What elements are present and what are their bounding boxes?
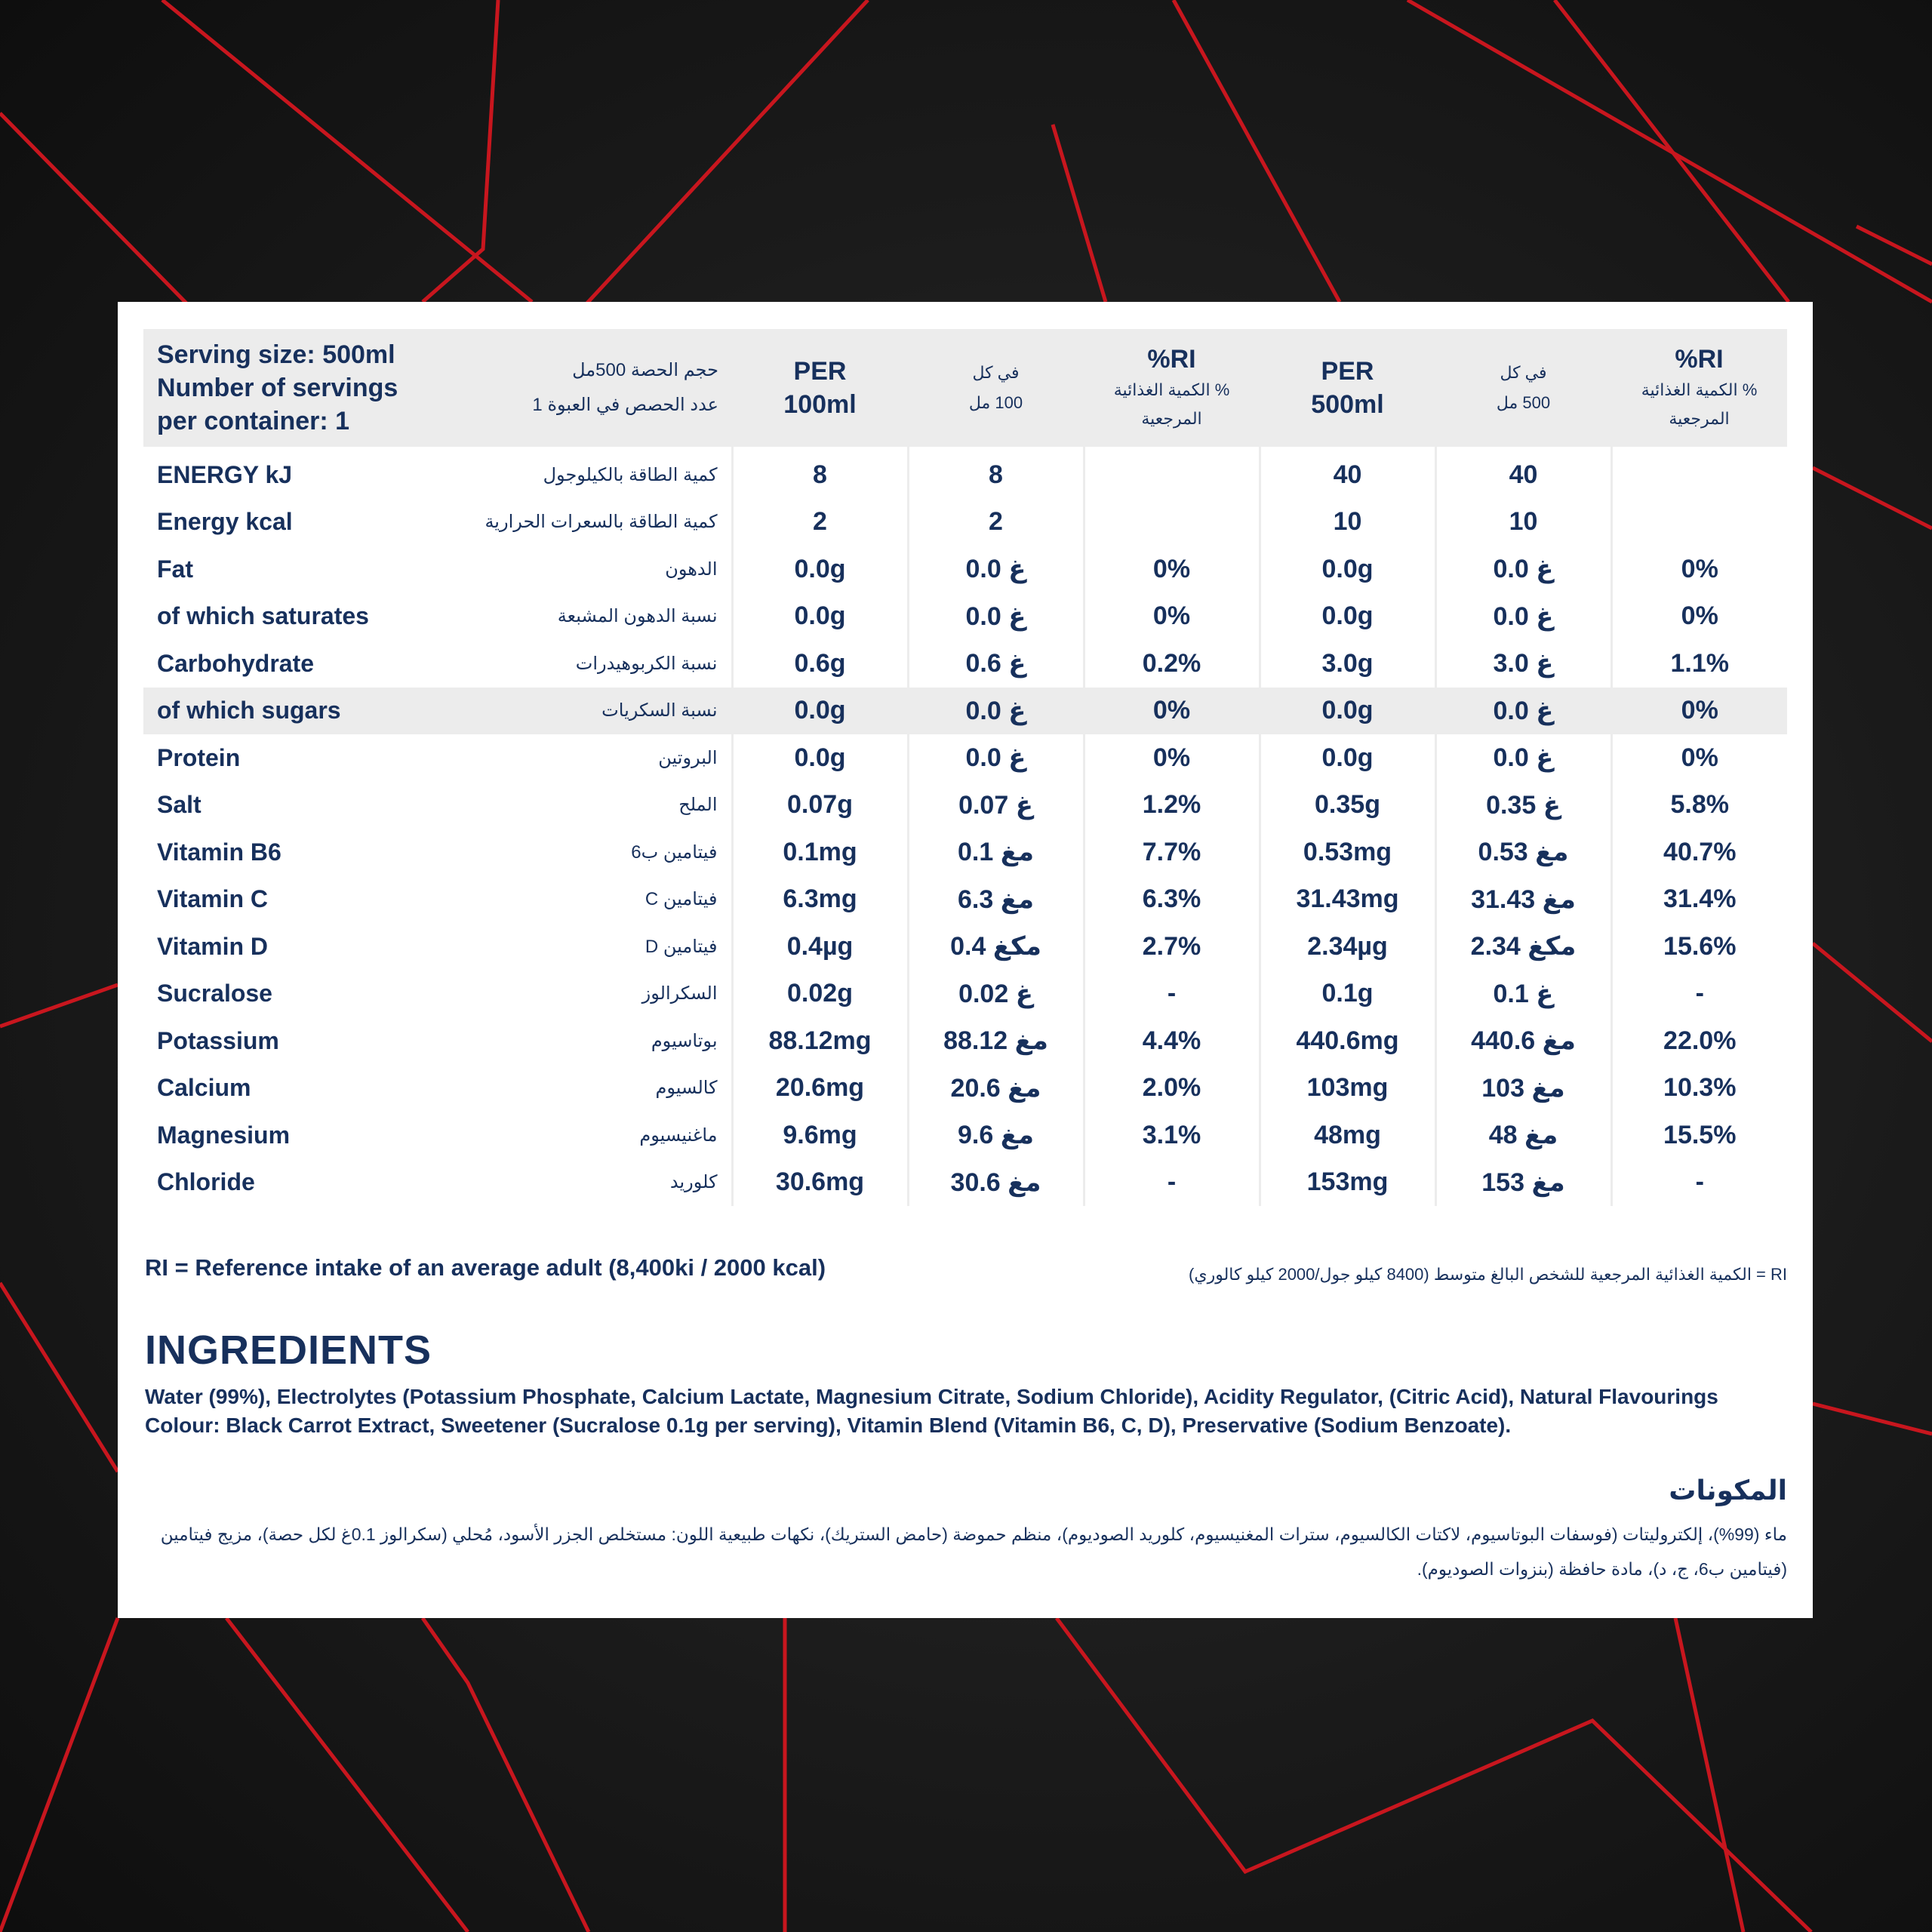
value-per-100ml: 0.4µg xyxy=(732,923,908,971)
value-per-100ml-ar: 0.02 غ xyxy=(908,971,1084,1018)
nutrient-name-ar: فيتامين ب6 xyxy=(483,829,732,876)
value-per-100ml-ar: 0.1 مغ xyxy=(908,829,1084,876)
nutrient-name-ar: البروتين xyxy=(483,734,732,782)
header-label: في كل xyxy=(1500,363,1547,382)
value-per-100ml-ar: 0.0 غ xyxy=(908,593,1084,641)
header-label: %RI xyxy=(1147,345,1196,374)
header-label: 500ml xyxy=(1311,390,1384,419)
value-per-500ml: 40 xyxy=(1260,447,1435,499)
table-row xyxy=(143,640,1787,688)
nutrition-label-panel xyxy=(118,302,1813,1618)
ri-per-500ml: 15.5% xyxy=(1663,1120,1737,1149)
nutrient-name: Vitamin B6 xyxy=(157,838,281,866)
ri-per-100ml: 2.0% xyxy=(1084,1065,1260,1112)
header-per-100ml-ar xyxy=(908,329,1084,447)
nutrient-name-ar: كالسيوم xyxy=(483,1065,732,1112)
value-per-100ml-ar: 20.6 مغ xyxy=(908,1065,1084,1112)
table-row xyxy=(143,1159,1787,1207)
value-per-100ml: 6.3mg xyxy=(732,876,908,924)
table-row xyxy=(143,971,1787,1018)
value-per-100ml-ar: 0.07 غ xyxy=(908,782,1084,829)
serving-line: per container: 1 xyxy=(157,407,350,435)
value-per-100ml-ar: 6.3 مغ xyxy=(908,876,1084,924)
bg-line xyxy=(0,1618,118,1932)
nutrient-name-ar: كلوريد xyxy=(483,1159,732,1207)
value-per-500ml: 10 xyxy=(1260,499,1435,546)
ingredients-text-ar: ماء (99%)، إلكتروليتات (فوسفات البوتاسيوم، لاكتات الكالسيوم، سترات المغنيسيوم، كلوريد الصوديوم)، منظم حموضة (حامض الستريك)، نكهات طبيعية اللون: مستخلص الجزر الأسود، مُحلي (سكرالوز 0.1غ لكل حصة)، مزيج فيتامين (فيتامين ب6، ج، د)، مادة حافظة (بنزوات الصوديوم). xyxy=(160,1524,1787,1579)
ingredients-title: INGREDIENTS xyxy=(145,1327,432,1373)
value-per-100ml: 88.12mg xyxy=(732,1017,908,1065)
value-per-100ml: 20.6mg xyxy=(732,1065,908,1112)
value-per-500ml: 103mg xyxy=(1260,1065,1435,1112)
serving-info-ar xyxy=(483,329,732,447)
value-per-500ml-ar: 10 xyxy=(1435,499,1611,546)
nutrient-name: Carbohydrate xyxy=(157,649,315,677)
bg-line xyxy=(1857,226,1932,264)
table-row xyxy=(143,688,1787,735)
ri-per-500ml: 1.1% xyxy=(1670,648,1729,678)
ri-per-500ml xyxy=(1611,499,1787,546)
value-per-500ml-ar: 0.0 غ xyxy=(1435,688,1611,735)
ri-per-100ml: 0.2% xyxy=(1084,640,1260,688)
table-row xyxy=(143,876,1787,924)
nutrition-rows xyxy=(143,447,1787,1206)
bg-line xyxy=(423,1618,589,1932)
serving-line: Serving size: 500ml xyxy=(157,340,395,369)
nutrient-name-ar: الدهون xyxy=(483,546,732,593)
value-per-500ml: 0.0g xyxy=(1260,593,1435,641)
table-row xyxy=(143,1112,1787,1159)
value-per-100ml-ar: 9.6 مغ xyxy=(908,1112,1084,1159)
value-per-500ml: 153mg xyxy=(1260,1159,1435,1207)
ri-per-500ml: - xyxy=(1695,1168,1704,1197)
ingredients-text: Water (99%), Electrolytes (Potassium Phosphate, Calcium Lactate, Magnesium Citrate, Sodium Chloride), Acidity Regulator, (Citric Acid), Natural Flavourings Colour: Black Carrot Extract, Sweetener (Sucralose 0.1g per serving), Vitamin Blend (Vitamin B6, C, D), Preservative (Sodium Benzoate). xyxy=(145,1385,1718,1437)
serving-line-ar: عدد الحصص في العبوة 1 xyxy=(532,395,718,415)
value-per-500ml-ar: 0.53 مغ xyxy=(1435,829,1611,876)
table-row xyxy=(143,782,1787,829)
value-per-100ml-ar: 0.4 مكغ xyxy=(908,923,1084,971)
ri-per-500ml: - xyxy=(1695,979,1704,1008)
header-label: 500 مل xyxy=(1496,393,1551,412)
nutrient-name-ar: كمية الطاقة بالكيلوجول xyxy=(483,447,732,499)
ri-per-500ml: 0% xyxy=(1611,688,1787,735)
table-row xyxy=(143,593,1787,641)
nutrient-name-ar: الملح xyxy=(483,782,732,829)
ri-per-100ml: 0% xyxy=(1084,593,1260,641)
value-per-100ml-ar: 30.6 مغ xyxy=(908,1159,1084,1207)
header-label: 100 مل xyxy=(968,393,1023,412)
serving-info xyxy=(143,329,483,447)
bg-line xyxy=(1675,1618,1743,1932)
value-per-500ml: 0.0g xyxy=(1260,688,1435,735)
nutrient-name: of which sugars xyxy=(143,688,483,735)
serving-line-ar: حجم الحصة 500مل xyxy=(572,360,718,380)
bg-line xyxy=(226,1618,468,1932)
nutrient-name: Chloride xyxy=(157,1168,255,1196)
value-per-500ml-ar: 0.0 غ xyxy=(1435,546,1611,593)
value-per-100ml-ar: 88.12 مغ xyxy=(908,1017,1084,1065)
ri-per-100ml: 0% xyxy=(1084,546,1260,593)
bg-line xyxy=(1057,1618,1811,1932)
value-per-100ml-ar: 0.0 غ xyxy=(908,734,1084,782)
ri-per-500ml: 0% xyxy=(1681,601,1718,631)
nutrient-name-ar: ماغنيسيوم xyxy=(483,1112,732,1159)
nutrient-name: ENERGY kJ xyxy=(157,460,293,488)
nutrient-name: Energy kcal xyxy=(157,508,293,536)
ri-per-100ml: 0% xyxy=(1084,688,1260,735)
header-per-500ml-ar xyxy=(1435,329,1611,447)
ri-per-500ml: 40.7% xyxy=(1663,837,1737,866)
table-header-row xyxy=(143,329,1787,447)
value-per-100ml: 0.0g xyxy=(732,546,908,593)
value-per-500ml-ar: 3.0 غ xyxy=(1435,640,1611,688)
value-per-500ml: 0.0g xyxy=(1260,734,1435,782)
value-per-500ml: 0.0g xyxy=(1260,546,1435,593)
value-per-500ml-ar: 48 مغ xyxy=(1435,1112,1611,1159)
ri-per-100ml: 6.3% xyxy=(1084,876,1260,924)
nutrient-name-ar: فيتامين C xyxy=(483,876,732,924)
ri-note-ar: RI = الكمية الغذائية المرجعية للشخص البالغ متوسط (8400 كيلو جول/2000 كيلو كالوري) xyxy=(1189,1265,1787,1284)
nutrient-name: Protein xyxy=(157,743,241,771)
value-per-100ml-ar: 2 xyxy=(908,499,1084,546)
ri-per-100ml xyxy=(1084,447,1260,499)
value-per-500ml-ar: 40 xyxy=(1435,447,1611,499)
nutrient-name: Vitamin D xyxy=(157,932,268,960)
value-per-100ml: 0.6g xyxy=(732,640,908,688)
value-per-500ml-ar: 440.6 مغ xyxy=(1435,1017,1611,1065)
value-per-500ml: 31.43mg xyxy=(1260,876,1435,924)
bg-line xyxy=(1813,1404,1932,1434)
value-per-500ml: 0.35g xyxy=(1260,782,1435,829)
value-per-100ml: 0.0g xyxy=(732,734,908,782)
table-row xyxy=(143,1065,1787,1112)
value-per-100ml: 9.6mg xyxy=(732,1112,908,1159)
bg-line xyxy=(0,985,118,1026)
header-label: المرجعية xyxy=(1669,409,1730,428)
ri-per-500ml: 31.4% xyxy=(1663,884,1737,914)
ri-per-100ml: 4.4% xyxy=(1084,1017,1260,1065)
nutrient-name: Calcium xyxy=(157,1074,251,1102)
value-per-500ml-ar: 0.35 غ xyxy=(1435,782,1611,829)
ri-note: RI = Reference intake of an average adult (8,400ki / 2000 kcal) xyxy=(145,1254,826,1281)
ri-per-500ml: 22.0% xyxy=(1663,1026,1737,1055)
bg-line xyxy=(1174,0,1340,302)
nutrient-name-ar: فيتامين D xyxy=(483,923,732,971)
value-per-500ml: 3.0g xyxy=(1260,640,1435,688)
value-per-500ml-ar: 31.43 مغ xyxy=(1435,876,1611,924)
ri-per-500ml: 15.6% xyxy=(1663,931,1737,961)
nutrient-name: of which saturates xyxy=(157,602,369,630)
nutrient-name-ar: بوتاسيوم xyxy=(483,1017,732,1065)
value-per-100ml: 2 xyxy=(732,499,908,546)
nutrient-name-ar: نسبة السكريات xyxy=(483,688,732,735)
value-per-500ml: 440.6mg xyxy=(1260,1017,1435,1065)
ri-per-100ml xyxy=(1084,499,1260,546)
value-per-500ml-ar: 2.34 مكغ xyxy=(1435,923,1611,971)
table-row xyxy=(143,923,1787,971)
value-per-100ml: 0.0g xyxy=(732,688,908,735)
ri-per-100ml: 0% xyxy=(1084,734,1260,782)
header-label: % الكمية الغذائية xyxy=(1113,380,1230,399)
bg-line xyxy=(1813,468,1932,528)
value-per-100ml-ar: 0.6 غ xyxy=(908,640,1084,688)
value-per-100ml: 0.0g xyxy=(732,593,908,641)
nutrient-name: Potassium xyxy=(157,1026,279,1054)
nutrient-name: Salt xyxy=(157,791,202,819)
table-row xyxy=(143,829,1787,876)
nutrient-name-ar: نسبة الدهون المشبعة xyxy=(483,593,732,641)
ri-per-100ml: - xyxy=(1084,971,1260,1018)
bg-line xyxy=(0,1283,118,1472)
value-per-100ml: 8 xyxy=(732,447,908,499)
value-per-100ml: 30.6mg xyxy=(732,1159,908,1207)
nutrition-table xyxy=(143,329,1787,1206)
header-per-100ml xyxy=(732,329,908,447)
header-label: PER xyxy=(793,357,847,386)
ri-per-500ml: 0% xyxy=(1681,743,1718,772)
table-row xyxy=(143,1017,1787,1065)
bg-line xyxy=(1053,125,1106,302)
header-label: في كل xyxy=(972,363,1020,382)
value-per-100ml: 0.07g xyxy=(732,782,908,829)
nutrient-name: Fat xyxy=(157,555,193,583)
nutrient-name: Magnesium xyxy=(157,1121,291,1149)
value-per-500ml-ar: 0.0 غ xyxy=(1435,593,1611,641)
header-per-500ml xyxy=(1260,329,1435,447)
value-per-500ml: 0.1g xyxy=(1260,971,1435,1018)
table-row xyxy=(143,499,1787,546)
value-per-500ml: 0.53mg xyxy=(1260,829,1435,876)
ri-per-100ml: 1.2% xyxy=(1084,782,1260,829)
ingredients-title-ar: المكونات xyxy=(1669,1475,1787,1506)
value-per-500ml: 48mg xyxy=(1260,1112,1435,1159)
ri-per-100ml: 7.7% xyxy=(1084,829,1260,876)
header-label: المرجعية xyxy=(1141,409,1202,428)
ri-per-100ml: 3.1% xyxy=(1084,1112,1260,1159)
value-per-500ml-ar: 0.0 غ xyxy=(1435,734,1611,782)
bg-line xyxy=(423,0,498,302)
nutrient-name-ar: السكرالوز xyxy=(483,971,732,1018)
ri-per-500ml: 10.3% xyxy=(1663,1073,1737,1103)
value-per-500ml-ar: 153 مغ xyxy=(1435,1159,1611,1207)
header-ri-100ml xyxy=(1084,329,1260,447)
bg-line xyxy=(1555,0,1789,302)
nutrient-name: Vitamin C xyxy=(157,885,268,913)
header-ri-500ml xyxy=(1611,329,1787,447)
value-per-100ml-ar: 0.0 غ xyxy=(908,688,1084,735)
header-label: % الكمية الغذائية xyxy=(1641,380,1758,399)
value-per-500ml-ar: 103 مغ xyxy=(1435,1065,1611,1112)
nutrient-name: Sucralose xyxy=(157,980,272,1008)
table-row xyxy=(143,546,1787,593)
table-row xyxy=(143,447,1787,499)
value-per-100ml-ar: 0.0 غ xyxy=(908,546,1084,593)
value-per-100ml: 0.1mg xyxy=(732,829,908,876)
value-per-100ml-ar: 8 xyxy=(908,447,1084,499)
header-label: 100ml xyxy=(783,390,857,419)
ri-per-100ml: 2.7% xyxy=(1084,923,1260,971)
header-label: PER xyxy=(1321,357,1374,386)
table-row xyxy=(143,734,1787,782)
value-per-500ml: 2.34µg xyxy=(1260,923,1435,971)
value-per-100ml: 0.02g xyxy=(732,971,908,1018)
value-per-500ml-ar: 0.1 غ xyxy=(1435,971,1611,1018)
ri-per-500ml xyxy=(1611,447,1787,499)
ri-per-500ml: 0% xyxy=(1681,554,1718,583)
header-label: %RI xyxy=(1675,345,1724,374)
serving-line: Number of servings xyxy=(157,374,398,402)
nutrient-name-ar: نسبة الكربوهيدرات xyxy=(483,640,732,688)
ri-per-100ml: - xyxy=(1084,1159,1260,1207)
nutrient-name-ar: كمية الطاقة بالسعرات الحرارية xyxy=(483,499,732,546)
bg-line xyxy=(1813,943,1932,1041)
ri-per-500ml: 5.8% xyxy=(1670,790,1729,820)
